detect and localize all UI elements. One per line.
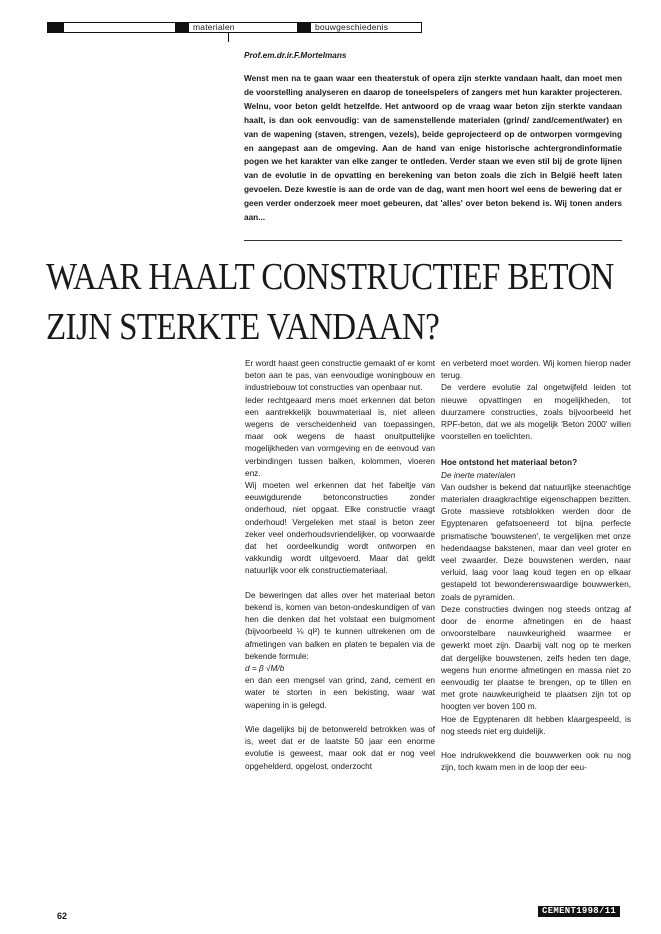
header-block-marker — [175, 23, 189, 32]
section-subheading: De inerte materialen — [441, 470, 516, 480]
body-paragraph: Hoe indrukwekkend die bouwwerken ook nu nog zijn, toch kwam men in de loop der eeu- — [441, 751, 631, 773]
body-paragraph: Van oudsher is bekend dat natuurlijke steenachtige materialen draagkrachtige eigenschappen bezitten. Grote massieve rotsblokken werden door de Egyptenaren gefatsoeneerd tot bijna perfecte prismatische 'bouwstenen', te vergelijken met onze hedendaagse bakstenen, maar dan veel groter en veel zwaarder. Deze bouwstenen werden, naar verluid, laag voor laag koud tegen en op elkaar gestapeld tot bewonderenswaardige bouwwerken, zoals de pyramiden. — [441, 482, 631, 602]
body-column-right — [441, 358, 631, 775]
body-paragraph: Wij moeten wel erkennen dat het fabeltje van eeuwigdurende betonconstructies zonder onderhoud, niet opgaat. Elke constructie vraagt onderhoud! Vergeleken met staal is beton zeer zeker veel onderhoudsvriendelijker, op voorwaarde dat het oordeelkundig wordt ontworpen en vakkundig wordt uitgevoerd. Maar dat geldt natuurlijk voor elk constructiemateriaal. — [245, 481, 435, 576]
article-title: WAAR HAALT CONSTRUCTIEF BETON ZIJN STERKTE VANDAAN? — [46, 256, 614, 349]
journal-issue-badge: CEMENT1998/11 — [538, 906, 620, 917]
body-paragraph: De beweringen dat alles over het materiaal beton bekend is, komen van beton-ondeskundigen of van hen die denken dat het volstaat een buigmoment (bijvoorbeeld ⅛ ql²) te kunnen uitrekenen om de afmetingen van balken en platen te bepalen via de bekende formule: — [245, 590, 435, 661]
intro-paragraph: Wenst men na te gaan waar een theaterstuk of opera zijn sterkte vandaan haalt, dan moet men de voorstelling analyseren en daarop de toneelspelers of zangers met hun karakter projecteren. Welnu, voor beton geldt hetzelfde. Het antwoord op de vraag waar beton zijn sterkte vandaan haalt, is dan ook eenvoudig: van de samenstellende materialen (grind/ zand/cement/water) en van de wapening (staven, strengen, vezels), beide geprojecteerd op de ontworpen vormgeving en aangepast aan de omgeving. Aan de hand van enige historische achtergrondinformatie pogen we het karakter van elke zanger te ontleden. Verder staan we even stil bij de grote lijnen van de evolutie in de opvatting en berekening van beton zoals die zich in België heeft laten gevoelen. Deze kwestie is aan de orde van de dag, want men hoort wel eens de bewering dat er geen verder onderzoek meer moet gebeuren, dat 'alles' over beton bekend is. Wij tonen anders aan... — [244, 74, 622, 223]
header-category: materialen — [193, 22, 235, 32]
header-block-marker — [48, 23, 64, 32]
header-divider — [228, 33, 229, 42]
body-paragraph: en verbeterd moet worden. Wij komen hierop nader terug. — [441, 359, 631, 381]
section-heading: Hoe ontstond het materiaal beton? — [441, 458, 578, 468]
body-paragraph: Hoe de Egyptenaren dit hebben klaargespeeld, is nog steeds niet erg duidelijk. — [441, 714, 631, 736]
body-paragraph: De verdere evolutie zal ongetwijfeld leiden tot nieuwe opvattingen en mogelijkheden, tot duurzamere constructies, zoals bijvoorbeeld het RPF-beton, dat we als mogelijk 'Beton 2000' willen voorstellen en toelichten. — [441, 383, 631, 442]
body-paragraph: Ieder rechtgeaard mens moet erkennen dat beton een aantrekkelijk bouwmateriaal is, niet alleen wegens de verscheidenheid van toepassingen, maar ook wegens de haast onuitputtelijke mogelijkheden van vormgeving en de eenvoud van verbindingen tussen balken, kolommen, vloeren enz. — [245, 395, 435, 478]
section-header-bar — [47, 22, 422, 33]
body-paragraph: Wie dagelijks bij de betonwereld betrokken was of is, weet dat er de laatste 50 jaar een enorme evolutie is geweest, maar ook dat er nog veel opgehelderd, opgelost, onderzocht — [245, 725, 435, 771]
formula: d = β √M/b — [245, 664, 285, 674]
author-line: Prof.em.dr.ir.F.Mortelmans — [244, 51, 347, 60]
header-section: bouwgeschiedenis — [315, 22, 389, 32]
body-paragraph: Er wordt haast geen constructie gemaakt of er komt beton aan te pas, van eenvoudige woningbouw en industriebouw tot constructies van openbaar nut. — [245, 359, 435, 393]
intro-divider — [244, 240, 622, 241]
header-block-marker — [297, 23, 311, 32]
body-paragraph: Deze constructies dwingen nog steeds ontzag af door de enorme afmetingen en de haast onvoorstelbare nauwkeurigheid waarmee er gewerkt moet zijn. Daarbij valt nog op te merken dat dergelijke bouwstenen, zelfs heden ten dage, wegens hun enorme afmetingen en massa niet zo eenvoudig ter plaatse te brengen, op te tillen en met grote nauwkeurigheid te plaatsen zijn tot op hoogten ver boven 100 m. — [441, 604, 631, 712]
page-number: 62 — [57, 911, 68, 921]
body-column-left — [245, 358, 435, 773]
body-paragraph: en dan een mengsel van grind, zand, cement en water te storten in een bekisting, waar wat wapening in is gelegd. — [245, 676, 435, 710]
